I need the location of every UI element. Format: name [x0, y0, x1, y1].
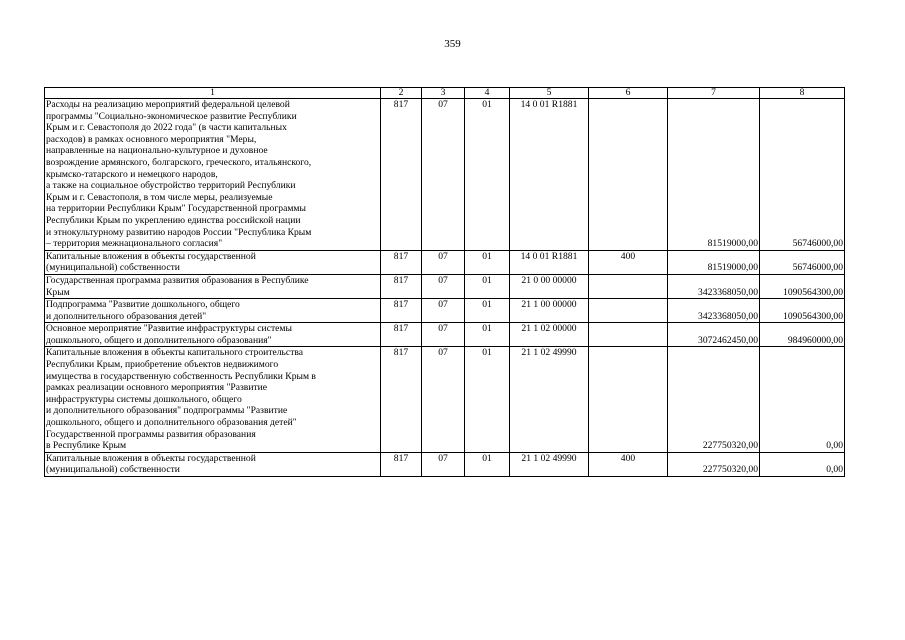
amount-year-2: 984960000,00	[760, 323, 845, 347]
amount-year-2: 56746000,00	[760, 250, 845, 274]
amount-year-2: 0,00	[760, 452, 845, 476]
section-code: 07	[422, 452, 465, 476]
ministry-code: 817	[381, 452, 422, 476]
amount-year-1: 227750320,00	[668, 452, 760, 476]
description-line: Капитальные вложения в объекты государственной	[46, 452, 256, 464]
subsection-code: 01	[465, 452, 510, 476]
description-line: имущества в государственную собственность Республики Крым в	[46, 370, 316, 382]
table-row	[45, 452, 845, 476]
column-header: 6	[589, 88, 668, 99]
expense-type-code	[589, 323, 668, 347]
budget-table	[44, 87, 845, 477]
column-header: 4	[465, 88, 510, 99]
target-article-code: 21 1 02 49990	[510, 347, 589, 452]
target-article-code: 14 0 01 R1881	[510, 99, 589, 251]
expense-type-code	[589, 347, 668, 452]
row-description	[45, 274, 381, 298]
amount-year-1: 227750320,00	[668, 347, 760, 452]
ministry-code: 817	[381, 299, 422, 323]
description-line: (муниципальной) собственности	[46, 464, 180, 476]
description-line: Государственной программы развития образования	[46, 428, 256, 440]
expense-type-code	[589, 99, 668, 251]
description-line: Расходы на реализацию мероприятий федеральной целевой	[46, 99, 290, 110]
row-description	[45, 250, 381, 274]
description-line: Государственная программа развития образования в Республике	[46, 274, 309, 286]
section-code: 07	[422, 250, 465, 274]
description-line: дошкольного, общего и дополнительного образования детей"	[46, 417, 297, 429]
subsection-code: 01	[465, 347, 510, 452]
description-line: рамках реализации основного мероприятия "Развитие	[46, 382, 268, 394]
column-header: 3	[422, 88, 465, 99]
ministry-code: 817	[381, 347, 422, 452]
target-article-code: 21 0 00 00000	[510, 274, 589, 298]
description-line: – территория межнационального согласия"	[46, 238, 223, 250]
description-line: Республики Крым, приобретение объектов недвижимого	[46, 359, 279, 371]
column-header: 8	[760, 88, 845, 99]
target-article-code: 21 1 02 49990	[510, 452, 589, 476]
description-line: крымско-татарского и немецкого народов,	[46, 168, 218, 180]
target-article-code: 21 1 02 00000	[510, 323, 589, 347]
table-row	[45, 323, 845, 347]
description-line: и дополнительного образования" подпрограммы "Развитие	[46, 405, 288, 417]
expense-type-code	[589, 274, 668, 298]
description-line: инфраструктуры системы дошкольного, общего	[46, 393, 242, 405]
amount-year-2: 0,00	[760, 347, 845, 452]
column-header: 2	[381, 88, 422, 99]
column-header: 7	[668, 88, 760, 99]
section-code: 07	[422, 274, 465, 298]
description-line: Республики Крым по укреплению единства российской нации	[46, 214, 301, 226]
row-description	[45, 323, 381, 347]
column-header: 1	[45, 88, 381, 99]
row-description	[45, 347, 381, 452]
table-row	[45, 274, 845, 298]
target-article-code: 21 1 00 00000	[510, 299, 589, 323]
target-article-code: 14 0 01 R1881	[510, 250, 589, 274]
subsection-code: 01	[465, 274, 510, 298]
description-line: Основное мероприятие "Развитие инфраструктуры системы	[46, 323, 292, 335]
description-line: программы "Социально-экономическое развитие Республики	[46, 110, 297, 122]
amount-year-2: 1090564300,00	[760, 299, 845, 323]
description-line: (муниципальной) собственности	[46, 262, 180, 274]
amount-year-2: 1090564300,00	[760, 274, 845, 298]
description-line: расходов) в рамках основного мероприятия "Меры,	[46, 133, 257, 145]
amount-year-1: 81519000,00	[668, 99, 760, 251]
description-line: направленные на национально-культурное и духовное	[46, 145, 268, 157]
description-line: Крым	[46, 286, 70, 298]
table-header-row	[45, 88, 845, 99]
subsection-code: 01	[465, 323, 510, 347]
ministry-code: 817	[381, 99, 422, 251]
ministry-code: 817	[381, 323, 422, 347]
row-description	[45, 99, 381, 251]
section-code: 07	[422, 99, 465, 251]
ministry-code: 817	[381, 250, 422, 274]
description-line: в Республике Крым	[46, 440, 127, 452]
section-code: 07	[422, 299, 465, 323]
table-row	[45, 299, 845, 323]
description-line: и дополнительного образования детей"	[46, 310, 207, 322]
amount-year-1: 3072462450,00	[668, 323, 760, 347]
subsection-code: 01	[465, 250, 510, 274]
subsection-code: 01	[465, 299, 510, 323]
table-row	[45, 250, 845, 274]
table-row	[45, 347, 845, 452]
description-line: на территории Республики Крым" Государственной программы	[46, 203, 306, 215]
table-row	[45, 99, 845, 251]
description-line: дошкольного, общего и дополнительного образования"	[46, 334, 272, 346]
expense-type-code	[589, 299, 668, 323]
description-line: Крым и г. Севастополя до 2022 года" (в части капитальных	[46, 122, 287, 134]
description-line: Крым и г. Севастополя, в том числе меры, реализуемые	[46, 191, 273, 203]
amount-year-2: 56746000,00	[760, 99, 845, 251]
amount-year-1: 81519000,00	[668, 250, 760, 274]
amount-year-1: 3423368050,00	[668, 274, 760, 298]
row-description	[45, 299, 381, 323]
section-code: 07	[422, 347, 465, 452]
description-line: Капитальные вложения в объекты государственной	[46, 250, 256, 262]
column-header: 5	[510, 88, 589, 99]
section-code: 07	[422, 323, 465, 347]
amount-year-1: 3423368050,00	[668, 299, 760, 323]
description-line: Подпрограмма "Развитие дошкольного, общего	[46, 299, 240, 311]
description-line: Капитальные вложения в объекты капитального строительства	[46, 347, 304, 359]
page-number: 359	[444, 38, 461, 50]
description-line: а также на социальное обустройство территорий Республики	[46, 180, 296, 192]
subsection-code: 01	[465, 99, 510, 251]
description-line: и этнокультурному развитию народов России "Республика Крым	[46, 226, 312, 238]
expense-type-code: 400	[589, 250, 668, 274]
row-description	[45, 452, 381, 476]
ministry-code: 817	[381, 274, 422, 298]
expense-type-code: 400	[589, 452, 668, 476]
description-line: возрождение армянского, болгарского, греческого, итальянского,	[46, 156, 312, 168]
